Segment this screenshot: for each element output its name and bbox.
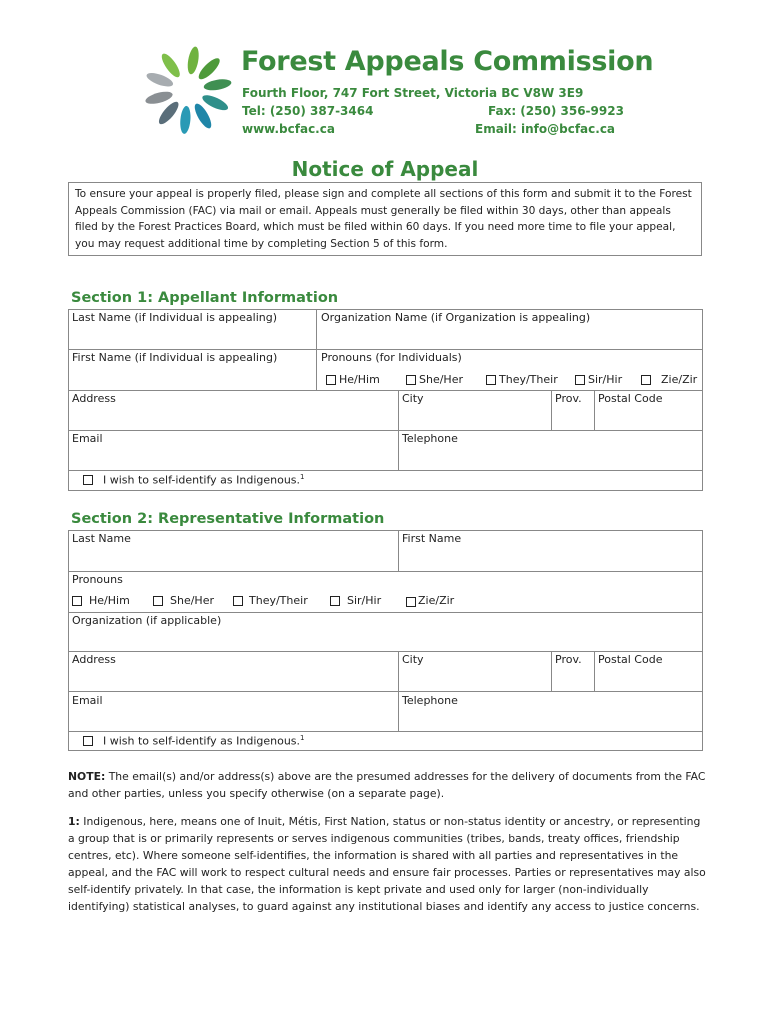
s1-org-name-input[interactable]: [319, 326, 699, 348]
org-web[interactable]: www.bcfac.ca: [242, 122, 335, 136]
s1-postal-input[interactable]: [596, 407, 700, 429]
s1-last-name-label: Last Name (if Individual is appealing): [72, 311, 277, 324]
s2-pronoun-they-checkbox[interactable]: [233, 596, 243, 606]
s2-last-name-label: Last Name: [72, 532, 131, 545]
s2-pronoun-he-checkbox[interactable]: [72, 596, 82, 606]
indigenous-footnote: 1: Indigenous, here, means one of Inuit, Métis, First Nation, status or non-status identity or ancestry, or representing a group that is or primarily represents or serves indigenous communities (tribes, bands, treaty offices, friendship centres, etc). Where someone self-identifies, the information is shared with all parties and representatives in the appeal, and the FAC will work to respect cultural needs and ensure fair processes. Parties or representatives may also self-identify privately. In that case, the information is kept private and used only for larger (non-individually identifying) statistical analyses, to guard against any institutional biases and identify any access to justice concerns.: [68, 815, 706, 913]
s1-pronoun-sir-label: Sir/Hir: [588, 373, 623, 386]
s2-telephone-label: Telephone: [402, 694, 458, 707]
s2-prov-label: Prov.: [555, 653, 582, 666]
s2-email-label: Email: [72, 694, 103, 707]
s1-postal-label: Postal Code: [598, 392, 663, 405]
footnote-label: 1:: [68, 815, 80, 828]
s1-first-name-input[interactable]: [70, 366, 314, 388]
s2-city-input[interactable]: [400, 668, 549, 690]
note-label: NOTE:: [68, 770, 106, 783]
org-tel: Tel: (250) 387-3464: [242, 104, 374, 118]
s1-prov-label: Prov.: [555, 392, 582, 405]
s2-prov-input[interactable]: [553, 668, 592, 690]
s1-address-label: Address: [72, 392, 116, 405]
s1-pronoun-zie-checkbox[interactable]: [641, 375, 651, 385]
s1-indigenous-label: I wish to self-identify as Indigenous.$^1$: [103, 473, 305, 487]
s1-pronoun-they-checkbox[interactable]: [486, 375, 496, 385]
s2-postal-label: Postal Code: [598, 653, 663, 666]
s2-pronoun-she-label: She/Her: [170, 594, 214, 607]
s1-pronoun-she-checkbox[interactable]: [406, 375, 416, 385]
page-title: Notice of Appeal: [291, 157, 479, 181]
s1-telephone-input[interactable]: [400, 447, 700, 469]
s1-pronouns-label: Pronouns (for Individuals): [321, 351, 462, 364]
s1-prov-input[interactable]: [553, 407, 592, 429]
s2-city-label: City: [402, 653, 424, 666]
s1-city-input[interactable]: [400, 407, 549, 429]
s1-pronoun-sir-checkbox[interactable]: [575, 375, 585, 385]
s1-city-label: City: [402, 392, 424, 405]
s1-org-name-label: Organization Name (if Organization is appealing): [321, 311, 591, 324]
s2-pronoun-zie-label: Zie/Zir: [418, 594, 455, 607]
s2-pronoun-she-checkbox[interactable]: [153, 596, 163, 606]
s1-last-name-input[interactable]: [70, 326, 314, 348]
org-name: Forest Appeals Commission: [241, 46, 654, 77]
s2-pronoun-zie-checkbox[interactable]: [406, 597, 416, 607]
s2-organization-label: Organization (if applicable): [72, 614, 222, 627]
s2-organization-input[interactable]: [70, 629, 700, 650]
org-fax: Fax: (250) 356-9923: [488, 104, 624, 118]
s1-first-name-label: First Name (if Individual is appealing): [72, 351, 278, 364]
s1-telephone-label: Telephone: [402, 432, 458, 445]
s1-address-input[interactable]: [70, 407, 396, 429]
org-email[interactable]: Email: info@bcfac.ca: [475, 122, 616, 136]
s2-telephone-input[interactable]: [400, 709, 700, 730]
s1-email-input[interactable]: [70, 447, 396, 469]
s2-email-input[interactable]: [70, 709, 396, 730]
s1-pronoun-she-label: She/Her: [419, 373, 463, 386]
s2-first-name-label: First Name: [402, 532, 462, 545]
s2-last-name-input[interactable]: [70, 547, 396, 570]
s2-indigenous-label: I wish to self-identify as Indigenous.$^1$: [103, 734, 305, 748]
s2-indigenous-checkbox[interactable]: [83, 736, 93, 746]
s1-email-label: Email: [72, 432, 103, 445]
section1-title: Section 1: Appellant Information: [71, 290, 339, 306]
s2-pronoun-they-label: They/Their: [249, 594, 308, 607]
s2-first-name-input[interactable]: [400, 547, 700, 570]
delivery-note: NOTE: The email(s) and/or address(s) above are the presumed addresses for the delivery of documents from the FAC and other parties, unless you specify otherwise (on a separate page).: [68, 770, 706, 800]
s1-pronoun-they-label: They/Their: [499, 373, 558, 386]
s1-pronoun-he-checkbox[interactable]: [326, 375, 336, 385]
s2-pronoun-sir-checkbox[interactable]: [330, 596, 340, 606]
s2-pronoun-sir-label: Sir/Hir: [347, 594, 382, 607]
s2-address-label: Address: [72, 653, 116, 666]
s1-pronoun-zie-label: Zie/Zir: [661, 373, 698, 386]
fac-logo: [142, 44, 234, 136]
s2-pronoun-he-label: He/Him: [89, 594, 130, 607]
s2-pronouns-label: Pronouns: [72, 573, 123, 586]
s2-address-input[interactable]: [70, 668, 396, 690]
s2-postal-input[interactable]: [596, 668, 700, 690]
org-address: Fourth Floor, 747 Fort Street, Victoria BC V8W 3E9: [242, 86, 584, 100]
s1-pronoun-he-label: He/Him: [339, 373, 380, 386]
section2-title: Section 2: Representative Information: [71, 511, 385, 527]
intro-text: To ensure your appeal is properly filed, please sign and complete all sections of this form and submit it to the Forest Appeals Commission (FAC) via mail or email. Appeals must generally be filed within 30 days, other than appeals filed by the Forest Practices Board, which must be filed within 60 days. If you need more time to file your appeal, you may request additional time by completing Section 5 of this form.: [68, 182, 702, 256]
s1-indigenous-checkbox[interactable]: [83, 475, 93, 485]
